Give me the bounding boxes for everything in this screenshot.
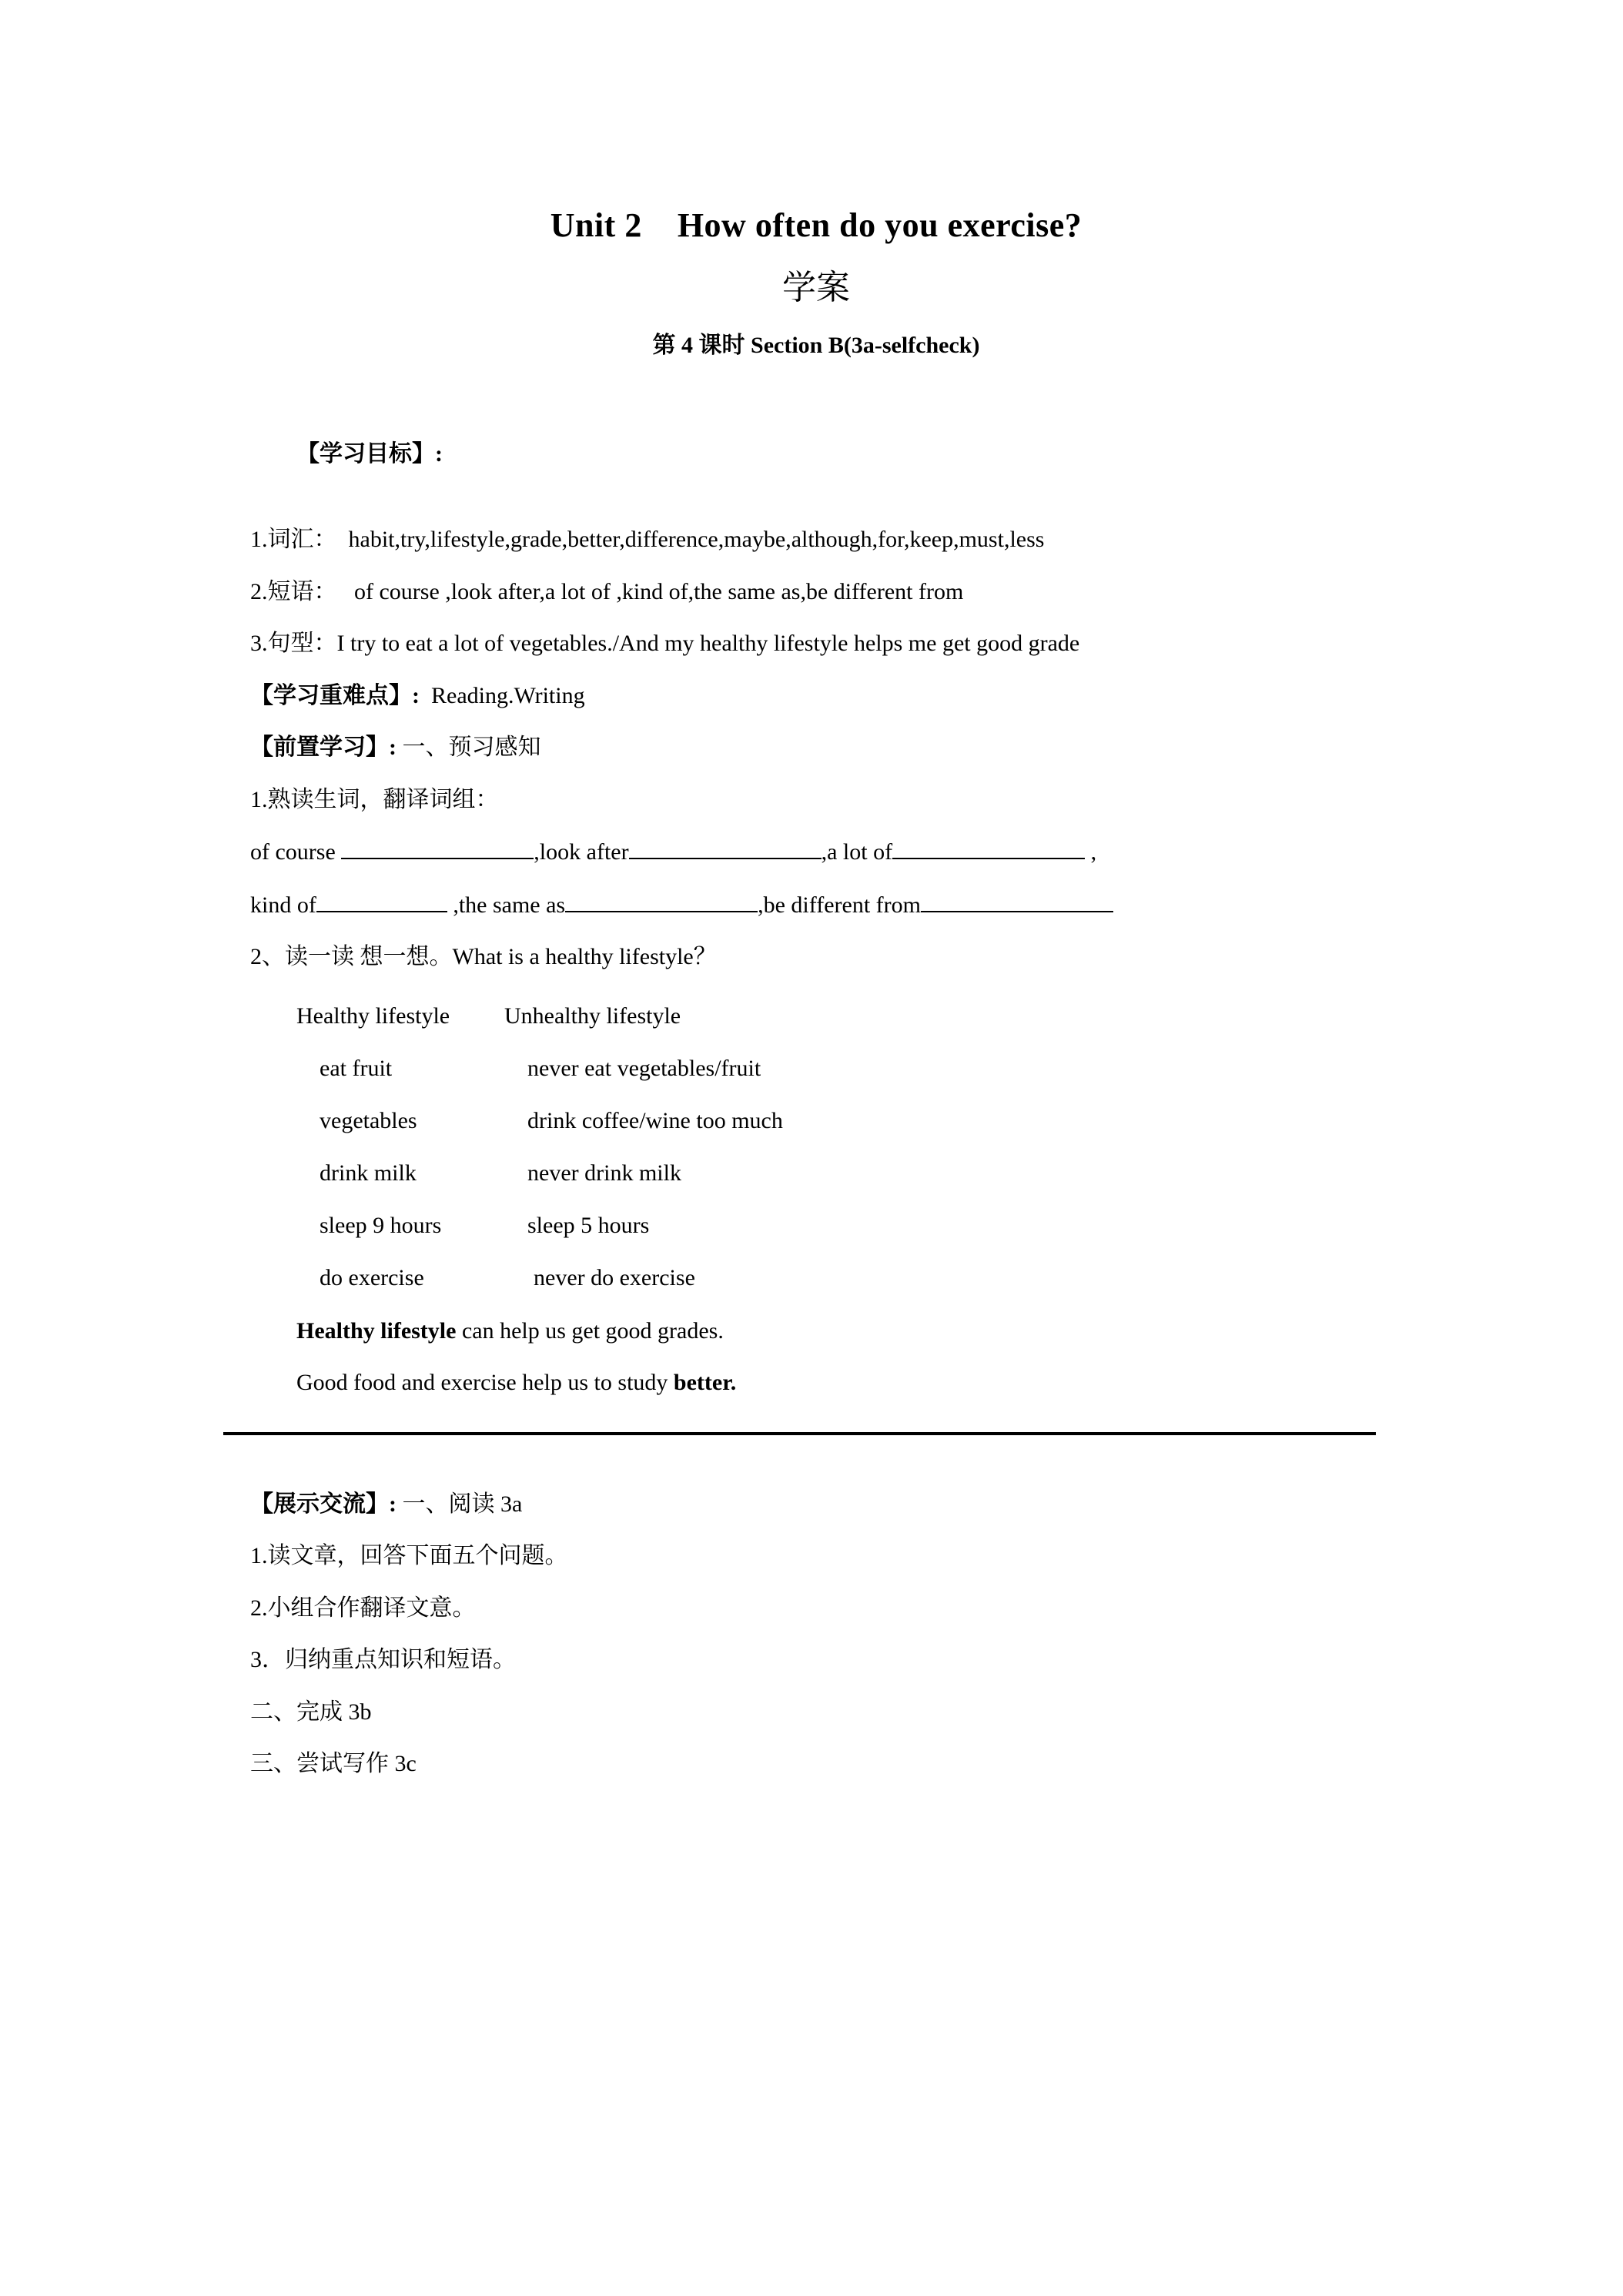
learning-objectives-section [250,360,1382,679]
presentation-item: 2.小组合作翻译文意。 [250,1595,476,1621]
page-subtitle: 学案 [782,269,850,306]
blank-of-course[interactable] [341,835,534,859]
blank-be-different-from[interactable] [921,888,1113,912]
objective-phrases: 2.短语： of course ,look after,a lot of ,kind of,the same as,be different from [250,578,964,604]
section-label: 第 4 课时 Section B(3a-selfcheck) [652,332,980,358]
pre-study-task-1: 1.熟读生词，翻译词组： [250,786,499,812]
phrase-look-after: ,look after [534,839,629,865]
phrase-a-lot-of: ,a lot of [821,839,893,865]
lifestyle-summary-1-rest: can help us get good grades. [456,1317,724,1344]
healthy-item: vegetables [320,1107,417,1133]
presentation-heading-row [250,1488,1382,1540]
key-points-value: Reading.Writing [420,682,585,708]
table-row [296,1210,1382,1262]
healthy-item: eat fruit [320,1055,393,1081]
table-row [296,1262,1382,1314]
presentation-item: 3．归纳重点知识和短语。 [250,1647,516,1673]
lifestyle-summary-2-rest: Good food and exercise help us to study [296,1370,674,1396]
presentation-label: 【展示交流】: [250,1491,397,1517]
learning-objectives-heading [250,404,1382,524]
presentation-item: 1.读文章，回答下面五个问题。 [250,1543,568,1569]
lifestyle-header-row [296,1000,1382,1053]
presentation-item: 三、尝试写作 3c [250,1751,417,1777]
lifestyle-header-healthy: Healthy lifestyle [296,1002,450,1029]
pre-study-value: 一、预习感知 [397,735,541,761]
objective-sentences: 3.句型：I try to eat a lot of vegetables./And my healthy lifestyle helps me get good grade [250,631,1080,657]
phrase-of-course: of course [250,839,342,865]
blank-a-lot-of[interactable] [892,835,1085,859]
table-row [296,1105,1382,1157]
phrase-be-different-from: ,be different from [758,892,921,918]
lifestyle-summary-1 [250,1314,1382,1367]
phrase-blanks-line-2 [250,888,1382,941]
presentation-value: 一、阅读 3a [397,1491,523,1517]
learning-objectives-label: 【学习目标】: [296,441,443,467]
phrase-line1-comma: , [1085,839,1097,865]
blank-look-after[interactable] [629,835,822,859]
unhealthy-item: drink coffee/wine too much [527,1107,783,1133]
lifestyle-header-unhealthy: Unhealthy lifestyle [504,1002,681,1029]
unhealthy-item: never eat vegetables/fruit [527,1055,761,1081]
unhealthy-item: sleep 5 hours [527,1212,650,1238]
phrase-blanks-line-1 [250,835,1382,888]
phrase-kind-of: kind of [250,892,316,918]
unhealthy-item: never do exercise [534,1264,695,1290]
pre-study-task-2: 2、读一读 想一想。What is a healthy lifestyle？ [250,944,717,970]
objective-vocabulary: 1.词汇： habit,try,lifestyle,grade,better,difference,maybe,although,for,keep,must,less [250,527,1045,553]
pre-study-label: 【前置学习】: [250,735,397,761]
healthy-item: sleep 9 hours [320,1212,442,1238]
unhealthy-item: never drink milk [527,1160,681,1186]
presentation-section [250,1435,1382,1799]
healthy-item: drink milk [320,1160,417,1186]
presentation-item: 二、完成 3b [250,1699,372,1725]
lifestyle-summary-2-bold: better. [673,1370,737,1396]
table-row [296,1157,1382,1210]
healthy-item: do exercise [320,1264,424,1290]
page-title: Unit 2 How often do you exercise? [550,206,1083,244]
document-content [250,0,1382,1799]
lifestyle-summary-1-bold: Healthy lifestyle [296,1317,457,1344]
key-points-row [250,679,1382,731]
key-points-label: 【学习重难点】: [250,682,420,708]
table-row [296,1053,1382,1105]
blank-kind-of[interactable] [316,888,447,912]
lifestyle-comparison-table [250,992,1382,1314]
pre-study-row [250,731,1382,783]
blank-the-same-as[interactable] [565,888,758,912]
lifestyle-summary-2 [250,1366,1382,1418]
phrase-the-same-as: ,the same as [447,892,566,918]
